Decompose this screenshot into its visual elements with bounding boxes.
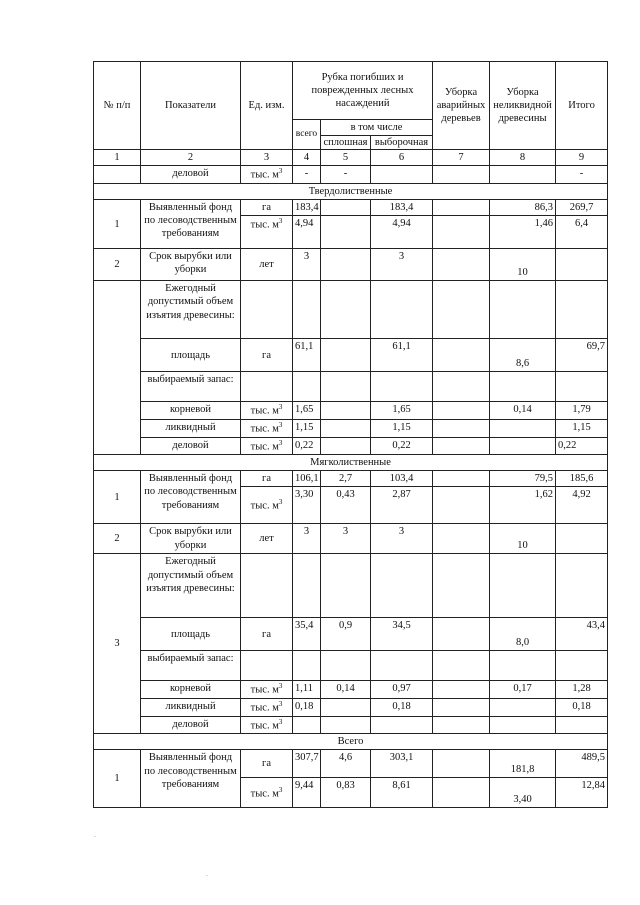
scan-mark: · (94, 834, 96, 841)
header-cut-group: Рубка погибших и поврежденных лесных насаждений (293, 62, 433, 120)
row-label: корневой (141, 402, 241, 420)
cell-emergency (433, 487, 490, 524)
cell-selective: 4,94 (371, 216, 433, 249)
row-unit: тыс. $м^3$ (241, 699, 293, 717)
row-label: деловой (141, 716, 241, 734)
cell-clear: 3 (321, 524, 371, 554)
section-title-row (94, 184, 608, 200)
cell-clear: 0,9 (321, 618, 371, 651)
cell-sum: 43,4 (556, 618, 608, 651)
row-unit: га (241, 750, 293, 778)
row-unit: лет (241, 524, 293, 554)
cell-selective: 103,4 (371, 471, 433, 487)
business-row (94, 437, 608, 455)
cell-illiquid: 10 (490, 524, 556, 554)
cell-clear (321, 200, 371, 216)
cell-sum: 4,92 (556, 487, 608, 524)
cell-total: - (293, 166, 321, 184)
cell-sum: 489,5 (556, 750, 608, 778)
row-unit: тыс. $м^3$ (241, 716, 293, 734)
row-number: 1 (94, 471, 141, 524)
row-number: 3 (94, 554, 141, 734)
row-unit: га (241, 339, 293, 372)
cell-total: 1,15 (293, 419, 321, 437)
row-number: 1 (94, 750, 141, 808)
section-title: Всего (94, 734, 608, 750)
cell-clear: 2,7 (321, 471, 371, 487)
cell-total: 3,30 (293, 487, 321, 524)
cell-sum: 1,15 (556, 419, 608, 437)
column-numbers-row (94, 150, 608, 166)
cell-sum: 0,18 (556, 699, 608, 717)
fund-row-area (94, 200, 608, 216)
annual-title-row (94, 554, 608, 618)
col-num: 8 (490, 150, 556, 166)
cell-illiquid: 3,40 (490, 778, 556, 808)
cell-illiquid: 181,8 (490, 750, 556, 778)
cell-clear: - (321, 166, 371, 184)
header-row-1 (94, 62, 608, 120)
row-unit: тыс. $м^3$ (241, 437, 293, 455)
cell-total: 4,94 (293, 216, 321, 249)
header-illiquid: Уборка неликвидной древесины (490, 62, 556, 150)
cell-illiquid (490, 437, 556, 455)
cell-sum: 185,6 (556, 471, 608, 487)
header-unit: Ед. изм. (241, 62, 293, 150)
row-unit: тыс. $м^3$ (241, 681, 293, 699)
cell-sum: 1,28 (556, 681, 608, 699)
row-unit: тыс. $м^3$ (241, 778, 293, 808)
section-title: Мягколиственные (94, 455, 608, 471)
cell-illiquid: 10 (490, 249, 556, 281)
term-row (94, 249, 608, 281)
section-title-row (94, 455, 608, 471)
cell-clear (321, 419, 371, 437)
header-indicator: Показатели (141, 62, 241, 150)
row-label: выбираемый запас: (141, 651, 241, 681)
cell-selective: 0,97 (371, 681, 433, 699)
row-label: деловой (141, 437, 241, 455)
section-title-row (94, 734, 608, 750)
row-unit: тыс. $м^3$ (241, 487, 293, 524)
col-num: 4 (293, 150, 321, 166)
row-label: площадь (141, 339, 241, 372)
cell-illiquid: 1,46 (490, 216, 556, 249)
cell-sum: 269,7 (556, 200, 608, 216)
cell-selective: 183,4 (371, 200, 433, 216)
cell-clear: 4,6 (321, 750, 371, 778)
top-row (94, 166, 608, 184)
cell-sum: 1,79 (556, 402, 608, 420)
liquid-row (94, 699, 608, 717)
cell-total: 0,18 (293, 699, 321, 717)
row-label: площадь (141, 618, 241, 651)
cell-clear (321, 402, 371, 420)
cell-sum (556, 524, 608, 554)
cell-total: 183,4 (293, 200, 321, 216)
header-clear: сплошная (321, 136, 371, 150)
col-num: 3 (241, 150, 293, 166)
cell-emergency (433, 249, 490, 281)
cell-clear (321, 699, 371, 717)
row-unit: тыс. $м^3$ (241, 216, 293, 249)
col-num: 5 (321, 150, 371, 166)
business-row (94, 716, 608, 734)
cell-selective: 3 (371, 524, 433, 554)
row-label: Срок вырубки или уборки (141, 524, 241, 554)
col-num: 2 (141, 150, 241, 166)
row-label: Срок вырубки или уборки (141, 249, 241, 281)
col-num: 1 (94, 150, 141, 166)
cell-illiquid (490, 419, 556, 437)
cell-emergency (433, 524, 490, 554)
forest-cutting-table (93, 61, 608, 808)
header-incl: в том числе (321, 120, 433, 136)
cell-clear (321, 339, 371, 372)
cell-total: 61,1 (293, 339, 321, 372)
row-label: корневой (141, 681, 241, 699)
annual-title-row (94, 281, 608, 339)
row-unit: лет (241, 249, 293, 281)
cell-sum (556, 249, 608, 281)
root-row (94, 402, 608, 420)
cell-total: 106,1 (293, 471, 321, 487)
cell-emergency (433, 339, 490, 372)
row-unit: тыс. $м^3$ (241, 166, 293, 184)
cell-emergency (433, 471, 490, 487)
cell-illiquid: 86,3 (490, 200, 556, 216)
header-emergency: Уборка аварийных деревьев (433, 62, 490, 150)
col-num: 6 (371, 150, 433, 166)
cell-total: 3 (293, 524, 321, 554)
cell-sum: 0,22 (556, 437, 608, 455)
row-number: 1 (94, 200, 141, 249)
fund-row-area (94, 471, 608, 487)
cell-total: 9,44 (293, 778, 321, 808)
header-num: № п/п (94, 62, 141, 150)
cell-illiquid: 79,5 (490, 471, 556, 487)
cell-total: 307,7 (293, 750, 321, 778)
scan-mark: · (206, 873, 208, 880)
cell-selective: 0,18 (371, 699, 433, 717)
cell-total: 35,4 (293, 618, 321, 651)
cell-emergency (433, 402, 490, 420)
cell-illiquid (490, 699, 556, 717)
area-row (94, 339, 608, 372)
stock-label-row (94, 651, 608, 681)
cell-clear (321, 249, 371, 281)
area-row (94, 618, 608, 651)
cell-selective: 0,22 (371, 437, 433, 455)
cell-total: 0,22 (293, 437, 321, 455)
row-label: ликвидный (141, 699, 241, 717)
row-unit: тыс. $м^3$ (241, 402, 293, 420)
row-label: Выявленный фонд по лесоводственным требованиям (141, 200, 241, 249)
row-label: Ежегодный допустимый объем изъятия древесины: (141, 281, 241, 339)
cell-emergency (433, 437, 490, 455)
cell-emergency (433, 681, 490, 699)
row-label: Выявленный фонд по лесоводственным требованиям (141, 750, 241, 808)
cell-selective: 303,1 (371, 750, 433, 778)
cell-illiquid: 0,17 (490, 681, 556, 699)
cell-selective: 61,1 (371, 339, 433, 372)
cell-emergency (433, 618, 490, 651)
cell-total: 1,65 (293, 402, 321, 420)
row-unit: тыс. $м^3$ (241, 419, 293, 437)
cell-emergency (433, 750, 490, 778)
cell-selective: 3 (371, 249, 433, 281)
cell-illiquid: 1,62 (490, 487, 556, 524)
row-label: Выявленный фонд по лесоводственным требованиям (141, 471, 241, 524)
cell-emergency (433, 216, 490, 249)
row-unit: га (241, 618, 293, 651)
cell-emergency (433, 778, 490, 808)
cell-selective: 2,87 (371, 487, 433, 524)
cell-sum: 6,4 (556, 216, 608, 249)
cell-selective: 34,5 (371, 618, 433, 651)
row-label: деловой (141, 166, 241, 184)
row-unit: га (241, 200, 293, 216)
row-number: 2 (94, 249, 141, 281)
liquid-row (94, 419, 608, 437)
section-title: Твердолиственные (94, 184, 608, 200)
header-sum: Итого (556, 62, 608, 150)
root-row (94, 681, 608, 699)
cell-total: 3 (293, 249, 321, 281)
cell-clear: 0,43 (321, 487, 371, 524)
row-label: Ежегодный допустимый объем изъятия древесины: (141, 554, 241, 618)
row-number (94, 281, 141, 455)
cell-illiquid: 0,14 (490, 402, 556, 420)
cell-illiquid: 8,6 (490, 339, 556, 372)
col-num: 9 (556, 150, 608, 166)
cell-sum: 12,84 (556, 778, 608, 808)
row-label: ликвидный (141, 419, 241, 437)
term-row (94, 524, 608, 554)
cell-sum: 69,7 (556, 339, 608, 372)
cell-clear: 0,14 (321, 681, 371, 699)
cell-emergency (433, 699, 490, 717)
cell-clear (321, 216, 371, 249)
cell-emergency (433, 200, 490, 216)
header-total: всего (293, 120, 321, 150)
cell-clear (321, 437, 371, 455)
row-label: выбираемый запас: (141, 372, 241, 402)
stock-label-row (94, 372, 608, 402)
cell-sum: - (556, 166, 608, 184)
cell-selective: 1,15 (371, 419, 433, 437)
cell-total: 1,11 (293, 681, 321, 699)
header-selective: выборочная (371, 136, 433, 150)
row-unit: га (241, 471, 293, 487)
cell-illiquid: 8,0 (490, 618, 556, 651)
row-number: 2 (94, 524, 141, 554)
cell-emergency (433, 419, 490, 437)
fund-row-area (94, 750, 608, 778)
cell-selective: 1,65 (371, 402, 433, 420)
cell-selective: 8,61 (371, 778, 433, 808)
col-num: 7 (433, 150, 490, 166)
cell-clear: 0,83 (321, 778, 371, 808)
